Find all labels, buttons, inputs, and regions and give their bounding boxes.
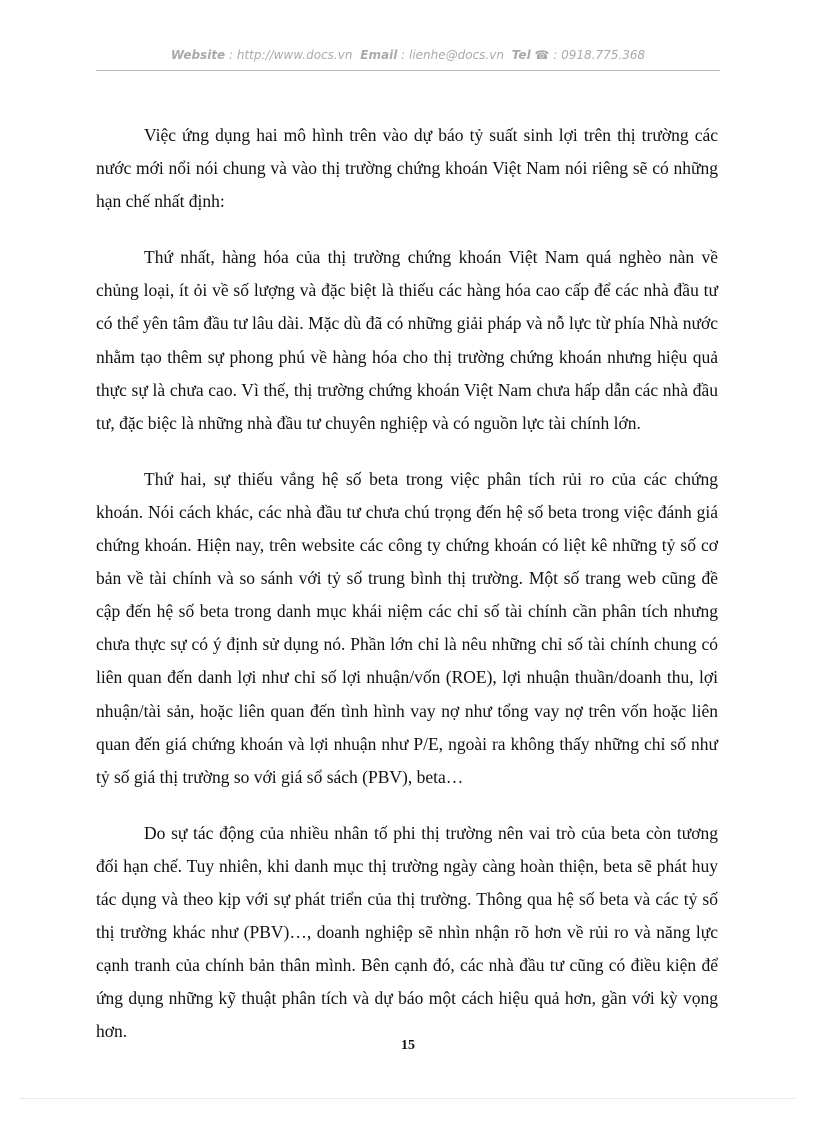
email-label: Email [360,48,398,62]
document-body [96,119,718,1071]
tel-separator: : [549,48,562,62]
paragraph-second-limitation: Thứ hai, sự thiếu vắng hệ số beta trong việc phân tích rủi ro của các chứng khoán. Nói cách khác, các nhà đầu tư chưa chú trọng đến hệ số beta trong việc đánh giá chứng khoán. Hiện nay, trên website các công ty chứng khoán có liệt kê những tỷ số cơ bản về tài chính và so sánh với tỷ số trung bình thị trường. Một số trang web cũng đề cập đến hệ số beta trong danh mục khái niệm các chỉ số tài chính cần phân tích nhưng chưa thực sự có ý định sử dụng nó. Phần lớn chỉ là nêu những chỉ số tài chính chung có liên quan đến danh lợi như chỉ số lợi nhuận/vốn (ROE), lợi nhuận thuần/doanh thu, lợi nhuận/tài sản, hoặc liên quan đến tình hình vay nợ như tổng vay nợ trên vốn hoặc liên quan đến giá chứng khoán và lợi nhuận như P/E, ngoài ra không thấy những chỉ số như tỷ số giá thị trường so với giá sổ sách (PBV), beta… [96,468,718,787]
tel-label: Tel [511,48,531,62]
email-separator: : [397,48,409,62]
phone-icon: ☎ [534,48,550,62]
website-link[interactable]: http://www.docs.vn [236,48,353,62]
tel-number: 0918.775.368 [561,48,646,62]
page-number: 15 [401,1038,415,1053]
paragraph-conclusion: Do sự tác động của nhiều nhân tố phi thị trường nên vai trò của beta còn tương đối hạn chế. Tuy nhiên, khi danh mục thị trường ngày càng hoàn thiện, beta sẽ phát huy tác dụng và theo kịp với sự phát triển của thị trường. Thông qua hệ số beta và các tỷ số thị trường khác như (PBV)…, doanh nghiệp sẽ nhìn nhận rõ hơn về rủi ro và năng lực cạnh tranh của chính bản thân mình. Bên cạnh đó, các nhà đầu tư cũng có điều kiện để ứng dụng những kỹ thuật phân tích và dự báo một cách hiệu quả hơn, gần với kỳ vọng hơn. [96,822,718,1042]
website-separator: : [225,48,237,62]
footer-divider [20,1098,796,1099]
paragraph-first-limitation: Thứ nhất, hàng hóa của thị trường chứng khoán Việt Nam quá nghèo nàn về chủng loại, ít ỏi về số lượng và đặc biệt là thiếu các hàng hóa cao cấp để các nhà đầu tư có thể yên tâm đầu tư lâu dài. Mặc dù đã có những giải pháp và nỗ lực từ phía Nhà nước nhằm tạo thêm sự phong phú về hàng hóa cho thị trường chứng khoán nhưng hiệu quả thực sự là chưa cao. Vì thế, thị trường chứng khoán Việt Nam chưa hấp dẫn các nhà đầu tư, đặc biệc là những nhà đầu tư chuyên nghiệp và có nguồn lực tài chính lớn. [96,247,718,433]
website-label: Website [170,48,226,62]
paragraph-intro: Việc ứng dụng hai mô hình trên vào dự báo tỷ suất sinh lợi trên thị trường các nước mới nổi nói chung và vào thị trường chứng khoán Việt Nam nói riêng sẽ có những hạn chế nhất định: [96,125,718,212]
email-link[interactable]: lienhe@docs.vn [408,48,504,62]
page-header [96,48,720,71]
